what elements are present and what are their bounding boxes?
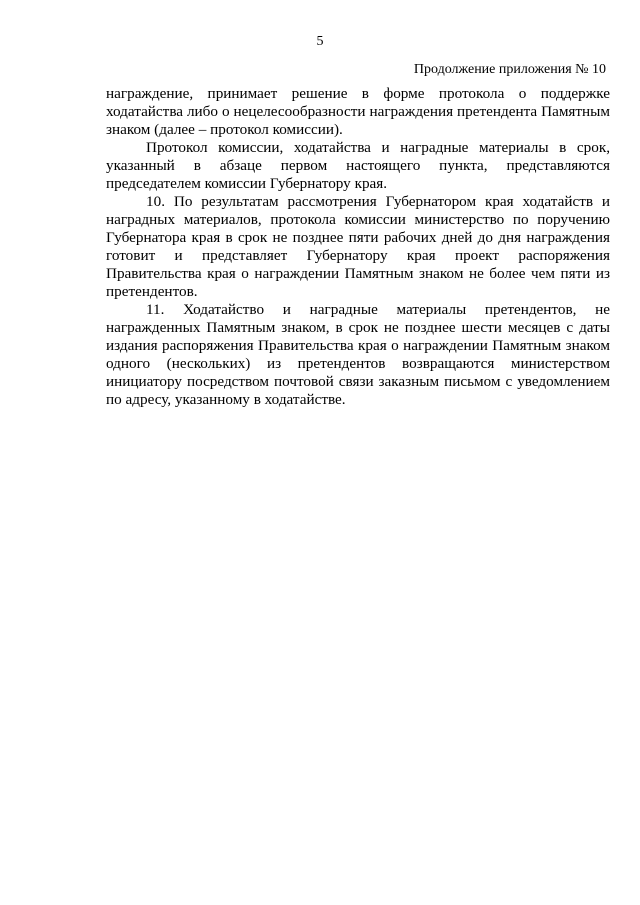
page-number: 5 <box>316 34 324 49</box>
paragraph-item-11: 11. Ходатайство и наградные материалы претендентов, не награжденных Памятным знаком, в срок не позднее шести месяцев с даты издания распоряжения Правительства края о награждении Памятным знаком одного (нескольких) из претендентов возвращаются министерством инициатору посредством почтовой связи заказным письмом с уведомлением по адресу, указанному в ходатайстве. <box>106 301 610 408</box>
paragraph-continuation: награждение, принимает решение в форме протокола о поддержке ходатайства либо о нецелесообразности награждения претендента Памятным знаком (далее – протокол комиссии). <box>106 85 610 138</box>
document-body <box>106 85 610 409</box>
appendix-continuation-note: Продолжение приложения № 10 <box>413 62 606 77</box>
paragraph-protocol: Протокол комиссии, ходатайства и наградные материалы в срок, указанный в абзаце первом настоящего пункта, представляются председателем комиссии Губернатору края. <box>106 139 610 192</box>
paragraph-item-10: 10. По результатам рассмотрения Губернатором края ходатайств и наградных материалов, протокола комиссии министерство по поручению Губернатора края в срок не позднее пяти рабочих дней до дня награждения готовит и представляет Губернатору края проект распоряжения Правительства края о награждении Памятным знаком не более чем пяти из претендентов. <box>106 193 610 300</box>
